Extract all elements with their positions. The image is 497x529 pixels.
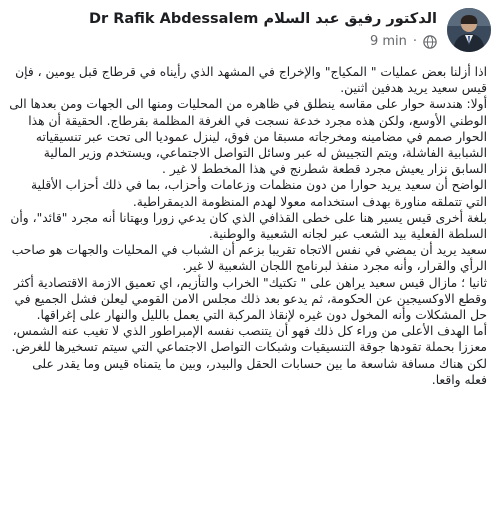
post-paragraph: الواضح أن سعيد يريد حوارا من دون منظمات وزعامات وأحزاب، بما في ذلك أحزاب الأقلية التي تتملقه مناورة بهدف استخدامه معولا لهدم المنظومة الديمقراطية. — [31, 178, 487, 209]
post-body — [8, 64, 487, 388]
author-avatar[interactable] — [447, 8, 491, 52]
post-time[interactable]: 9 min — [369, 34, 407, 49]
post-paragraph: سعيد يريد أن يمضي في نفس الاتجاه تقريبا بزعم أن الشباب في المحليات والجهات هو صاحب الرأي والقرار، وأنه مجرد منفذ لبرنامج اللجان الشعبية لا غير. — [11, 243, 487, 274]
meta-separator: · — [412, 34, 417, 49]
post-paragraph: ثانيا ؛ مازال قيس سعيد يراهن على " تكتيك" الخراب والتأزيم، اي تعميق الازمة الاقتصادية أكثر وقطع الاوكسيجين عن الحكومة، ثم يدعو بعد ذلك مجلس الامن القومي ليعلن فشل الجميع في حل المشكلات وأنه المخول دون غيره لإنقاذ المركبة التي يعمل بالليل والنهار على إغراقها. — [14, 275, 487, 323]
post-paragraph: أولا: هندسة حوار على مقاسه ينطلق في ظاهره من المحليات ومنها الى الجهات ومن بعدها الى الوطني الأوسع، ولكن هذه مجرد خدعة نسجت في الغرفة المظلمة بقرطاج. الحقيقة أن هذا الحوار صمم في مضامينه ومخرجاته مسبقا من فوق، لينزل عموديا الى تحت عبر تنسيقياته الشبابية الفاشلة، ويتم التجييش له عبر وسائل التواصل الاجتماعي، ويستخدم وزير المالية السابق نزار يعيش مجرد قطعة شطرنج في هذا المخطط لا غير . — [9, 97, 487, 177]
post-meta — [370, 34, 437, 49]
post-paragraph: لكن هناك مسافة شاسعة ما بين حسابات الحقل والبيدر، وبين ما يتمناه قيس وما يقدر على فعله واقعا. — [32, 356, 487, 387]
post-paragraph: بلغة أخرى قيس يسير هنا على خطى القذافي الذي كان يدعي زورا وبهتانا أنه مجرد "قائد"، وأن السلطة الفعلية بيد الشعب عبر لجانه الشعبية والوطنية. — [10, 210, 487, 242]
post-paragraph: اذا أزلنا بعض عمليات " المكياج" والإخراج في المشهد الذي رأيناه في قرطاج قبل يومين ، فإن قيس سعيد يريد هدفين اثنين. — [15, 65, 487, 96]
post-header — [0, 8, 497, 54]
globe-icon[interactable] — [423, 35, 437, 49]
post-paragraph: أما الهدف الأعلى من وراء كل ذلك فهو أن يتنصب نفسه الإمبراطور الذي لا تغيب عنه الشمس، معززا بحملة تقودها جوقة التنسيقيات وشبكات التواصل الاجتماعي التي سيتم تسخيرها للغرض. — [11, 324, 487, 355]
avatar-image — [447, 8, 491, 52]
author-name[interactable]: Dr Rafik Abdessalem الدكتور رفيق عبد السلام — [88, 11, 437, 27]
